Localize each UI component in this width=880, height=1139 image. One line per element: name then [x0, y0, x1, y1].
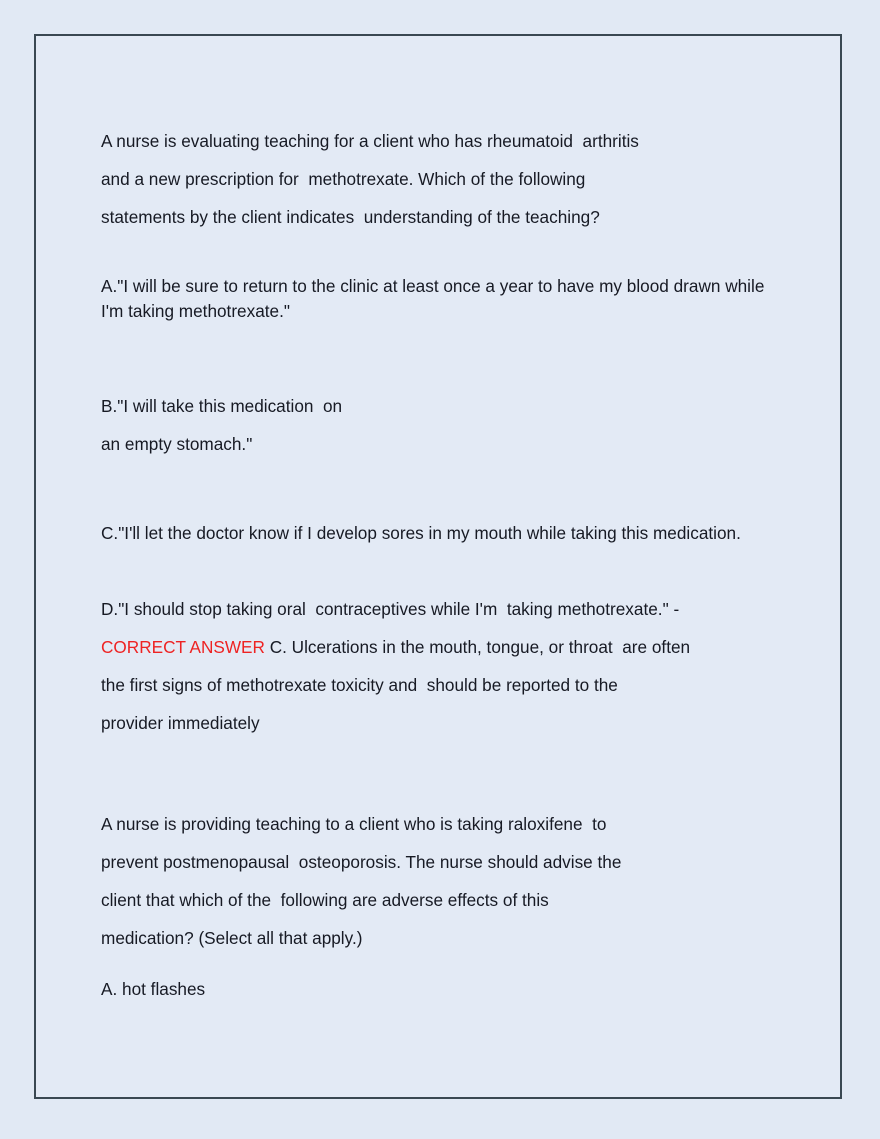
question-1-option-b-line-1: B."I will take this medication on	[101, 396, 343, 416]
spacer	[101, 957, 773, 970]
spacer	[101, 362, 773, 387]
spacer	[101, 742, 773, 780]
spacer	[101, 463, 773, 501]
spacer	[101, 236, 773, 274]
question-1-option-a: A."I will be sure to return to the clinic at least once a year to have my blood drawn while I'm taking methotrexate."	[101, 276, 770, 321]
question-1-option-c-line-1: C."I'll let the doctor know if I develop sores in my mouth while taking this medication.	[101, 523, 741, 543]
question-2-stem-line-3: client that which of the following are adverse effects of this	[101, 890, 549, 910]
question-2-stem-line-2: prevent postmenopausal osteoporosis. The nurse should advise the	[101, 852, 622, 872]
question-2-stem-line-1: A nurse is providing teaching to a client who is taking raloxifene to	[101, 814, 607, 834]
spacer	[101, 324, 773, 362]
question-1-answer-line-2: the first signs of methotrexate toxicity and should be reported to the	[101, 675, 618, 695]
spacer	[101, 780, 773, 805]
question-1-option-b-line-2: an empty stomach."	[101, 434, 253, 454]
question-1-answer-line-1	[101, 628, 773, 666]
correct-answer-label: CORRECT ANSWER	[101, 637, 265, 657]
question-2-stem-line-4: medication? (Select all that apply.)	[101, 928, 363, 948]
question-1-answer-line-3: provider immediately	[101, 713, 260, 733]
question-2-option-a: A. hot flashes	[101, 979, 206, 999]
document-body	[101, 122, 773, 1008]
question-1-rationale-part-1: C. Ulcerations in the mouth, tongue, or throat are often	[264, 637, 691, 657]
spacer	[101, 552, 773, 590]
question-1-stem-line-2: and a new prescription for methotrexate. Which of the following	[101, 169, 586, 189]
question-1-option-d-line-1: D."I should stop taking oral contraceptives while I'm taking methotrexate." -	[101, 599, 680, 619]
question-1-stem-line-1: A nurse is evaluating teaching for a client who has rheumatoid arthritis	[101, 131, 639, 151]
spacer	[101, 501, 773, 514]
question-1-stem-line-3: statements by the client indicates understanding of the teaching?	[101, 207, 600, 227]
document-page	[34, 34, 842, 1099]
